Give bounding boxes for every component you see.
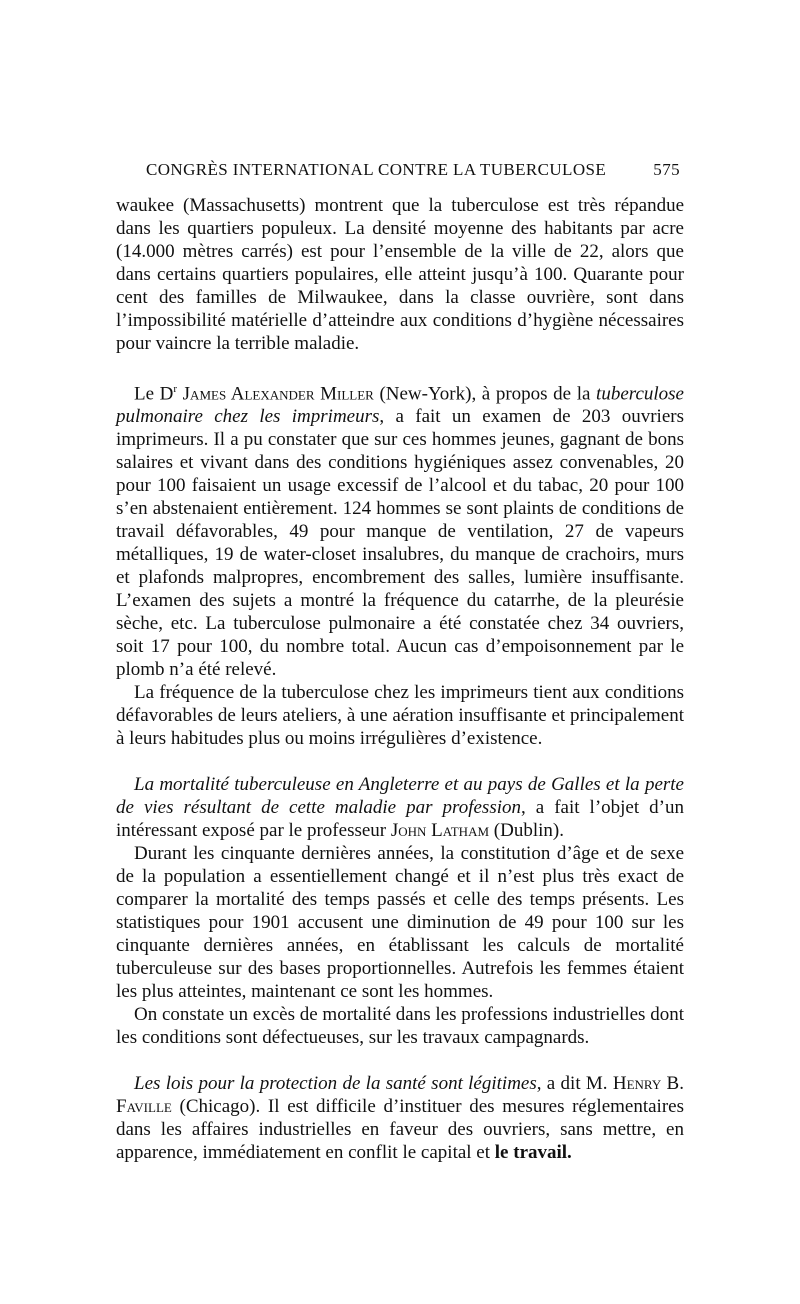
text-run-end: le travail. (494, 1142, 572, 1164)
paragraph-faville (116, 1072, 684, 1164)
work-title: La mortalité tuberculeuse en Angleterre et au pays de Galles et la perte de vies résultant de cette maladie par profession (116, 774, 684, 819)
text-run: , a fait l’objet d’un intéressant exposé par le professeur (116, 797, 684, 842)
text-run: , a fait un examen de 203 ouvriers imprimeurs. Il a pu constater que sur ces hommes jeunes, gagnant de bons salaires et vivant dans des conditions hygiéniques assez convenables, 20 pour 100 faisaient un usage excessif de l’alcool et du tabac, 20 pour 100 s’en abstenaient entièrement. 124 hommes se sont plaints de conditions de travail défavorables, 49 pour manque de ventilation, 27 de vapeurs métalliques, 19 de water-closet insalubres, du manque de crachoirs, murs et plafonds malpropres, encombrement des salles, lumière insuffisante. L’examen des sujets a montré la fréquence du catarrhe, de la pleurésie sèche, etc. La tuberculose pulmonaire a été constatée chez 34 ouvriers, soit 17 pour 100, du nombre total. Aucun cas d’empoisonnement par le plomb n’a été relevé. (116, 406, 684, 681)
text-run: , a dit M. (536, 1073, 613, 1095)
author-name: John Latham (390, 820, 490, 842)
text-run: (Chicago). Il est difficile d’instituer des mesures réglementaires dans les affaires industrielles en faveur des ouvriers, sans mettre, en apparence, immédiatement en conflit le capital et (116, 1096, 684, 1164)
paragraph-milwaukee: waukee (Massachusetts) montrent que la tuberculose est très répandue dans les quartiers populeux. La densité moyenne des habitants par acre (14.000 mètres carrés) est pour l’ensemble de la ville de 22, alors que dans certains quartiers populaires, elle atteint jusqu’à 100. Quarante pour cent des familles de Milwaukee, dans la classe ouvrière, sont dans l’impossibilité matérielle d’atteindre aux conditions d’hygiène nécessaires pour vaincre la terrible maladie. (116, 195, 684, 354)
body-text (116, 194, 684, 1164)
page-number: 575 (653, 160, 680, 179)
author-name: Henry B. Faville (116, 1073, 684, 1118)
header-title: CONGRÈS INTERNATIONAL CONTRE LA TUBERCULOSE (146, 160, 607, 179)
text-run: (Dublin). (489, 820, 564, 842)
running-header (146, 160, 680, 180)
text-run: Le D (134, 383, 174, 405)
author-name: James Alexander Miller (182, 383, 374, 405)
paragraph-imprimeurs: La fréquence de la tuberculose chez les imprimeurs tient aux conditions défavorables de leurs ateliers, à une aération insuffisante et principalement à leurs habitudes plus ou moins irrégulières d’existence. (116, 682, 684, 750)
paragraph-miller (116, 378, 684, 681)
paragraph-professions: On constate un excès de mortalité dans les professions industrielles dont les conditions sont défectueuses, sur les travaux campagnards. (116, 1004, 684, 1049)
paragraph-latham (116, 773, 684, 842)
abbrev-superscript: r (173, 383, 178, 395)
text-run: (New-York), à propos de la (373, 383, 597, 405)
work-title: tuberculose pulmonaire chez les imprimeurs (116, 383, 684, 428)
work-title: Les lois pour la protection de la santé sont légitimes (134, 1073, 537, 1095)
paragraph-statistiques: Durant les cinquante dernières années, la constitution d’âge et de sexe de la population a essentiellement changé et il n’est plus très exact de comparer la mortalité des temps passés et celle des temps présents. Les statistiques pour 1901 accusent une diminution de 49 pour 100 sur les cinquante dernières années, en établissant les calculs de mortalité tuberculeuse sur des bases proportionnelles. Autrefois les femmes étaient les plus atteintes, maintenant ce sont les hommes. (116, 843, 684, 1003)
